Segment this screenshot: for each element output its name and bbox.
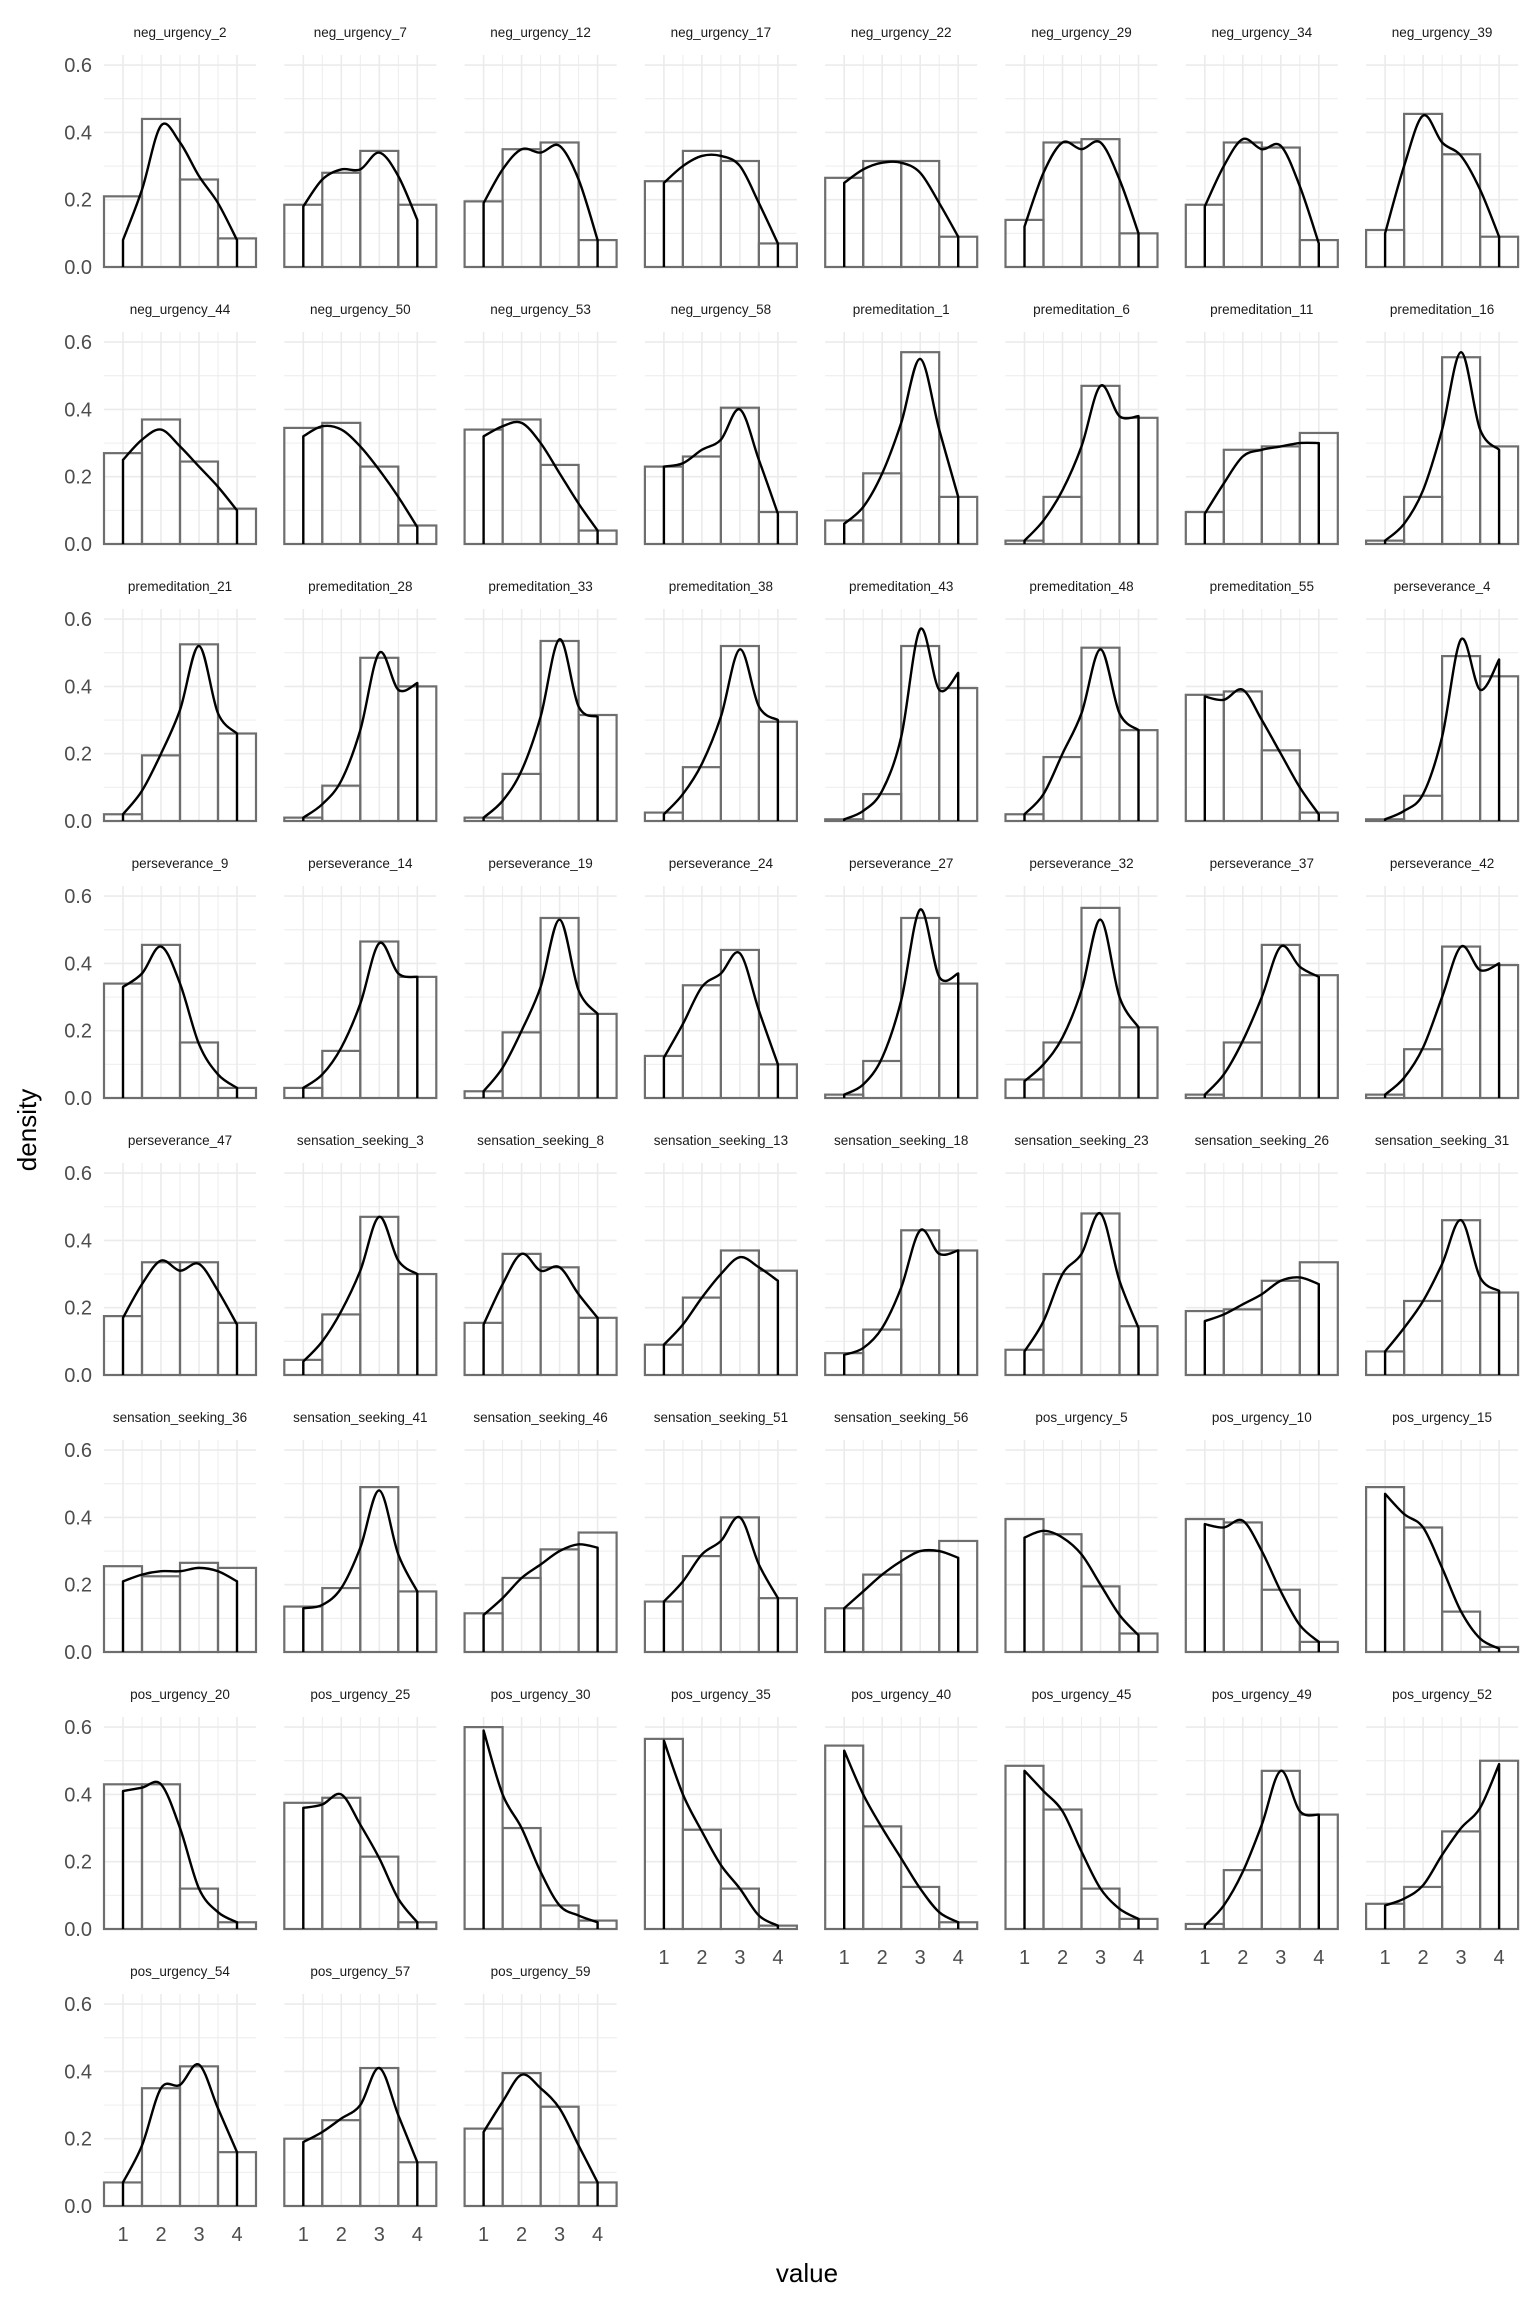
facet-panel: [64, 579, 256, 833]
facet-title: pos_urgency_5: [1035, 1410, 1128, 1425]
y-tick-label: 0.2: [64, 466, 92, 489]
facet-title: pos_urgency_10: [1211, 1410, 1312, 1425]
facet-panel: [825, 856, 977, 1098]
x-tick-label: 4: [411, 2224, 423, 2246]
facet-panel: [1006, 1410, 1158, 1652]
facet-panel: [465, 302, 617, 544]
facet-title: premeditation_1: [852, 302, 950, 317]
x-tick-label: 1: [838, 1947, 850, 1969]
facet-panel: [64, 25, 256, 279]
y-tick-label: 0.0: [64, 1365, 92, 1387]
facet-title: premeditation_38: [668, 579, 774, 594]
x-tick-label: 1: [1018, 1947, 1031, 1969]
facet-panel: [284, 302, 436, 544]
x-tick-label: 3: [734, 1947, 746, 1969]
facet-title: premeditation_43: [849, 579, 954, 594]
facet-title: premeditation_55: [1209, 579, 1314, 594]
facet-title: neg_urgency_53: [490, 302, 591, 317]
x-tick-label: 4: [952, 1947, 964, 1969]
y-tick-label: 0.4: [64, 676, 92, 699]
facet-title: sensation_seeking_18: [834, 1133, 969, 1148]
x-tick-label: 2: [876, 1947, 888, 1969]
y-tick-label: 0.0: [64, 1919, 92, 1941]
facet-panel: [1006, 579, 1158, 821]
facet-title: premeditation_28: [308, 579, 413, 594]
facet-title: perseverance_14: [308, 856, 413, 871]
y-tick-label: 0.4: [64, 1784, 92, 1807]
facet-panel: [284, 1687, 436, 1929]
facet-panel: [64, 856, 256, 1110]
facet-title: neg_urgency_7: [313, 25, 407, 40]
facet-title: pos_urgency_59: [490, 1964, 591, 1979]
facet-title: sensation_seeking_41: [293, 1410, 428, 1425]
facet-title: pos_urgency_40: [851, 1687, 952, 1702]
x-tick-label: 2: [1056, 1947, 1069, 1969]
y-tick-label: 0.2: [64, 1574, 92, 1597]
facet-title: perseverance_32: [1029, 856, 1134, 871]
facet-panel: [1366, 579, 1518, 821]
facet-title: pos_urgency_45: [1031, 1687, 1132, 1702]
facet-panel: [64, 1964, 256, 2246]
facet-panel: [1366, 1133, 1518, 1375]
facet-panel: [645, 1133, 797, 1375]
y-tick-label: 0.0: [64, 534, 92, 556]
x-tick-label: 2: [516, 2224, 528, 2246]
facet-panel: [1186, 579, 1338, 821]
facet-title: premeditation_11: [1210, 302, 1314, 317]
facet-panel: [1006, 856, 1158, 1098]
y-tick-label: 0.2: [64, 1020, 92, 1043]
y-tick-label: 0.4: [64, 1507, 92, 1530]
y-tick-label: 0.4: [64, 1230, 92, 1253]
facet-title: neg_urgency_17: [670, 25, 772, 40]
y-tick-label: 0.2: [64, 189, 92, 212]
x-tick-label: 4: [1493, 1947, 1505, 1969]
facet-panel: [465, 1410, 617, 1652]
facet-title: perseverance_42: [1389, 856, 1495, 871]
facet-title: perseverance_27: [849, 856, 954, 871]
x-axis-title: value: [775, 2258, 839, 2288]
facet-title: pos_urgency_25: [310, 1687, 411, 1702]
y-tick-label: 0.6: [64, 886, 92, 909]
x-tick-label: 4: [231, 2224, 243, 2246]
facet-title: pos_urgency_57: [310, 1964, 411, 1979]
facet-panel: [1186, 856, 1338, 1098]
y-tick-label: 0.2: [64, 743, 92, 766]
x-tick-label: 1: [117, 2224, 129, 2246]
y-tick-label: 0.6: [64, 332, 92, 355]
facet-panel: [1186, 1133, 1338, 1375]
facet-title: sensation_seeking_36: [112, 1410, 248, 1425]
y-tick-label: 0.0: [64, 257, 92, 279]
y-tick-label: 0.4: [64, 953, 92, 976]
facet-panel: [825, 302, 977, 544]
x-tick-label: 2: [155, 2224, 167, 2246]
facet-panel: [284, 1964, 436, 2246]
facet-title: pos_urgency_15: [1392, 1410, 1493, 1425]
x-tick-label: 4: [1313, 1947, 1325, 1969]
facet-title: neg_urgency_29: [1031, 25, 1132, 40]
facet-panel: [825, 1687, 977, 1969]
y-axis-title: density: [12, 1088, 42, 1172]
facet-title: neg_urgency_34: [1211, 25, 1313, 40]
x-tick-label: 2: [1237, 1947, 1249, 1969]
x-tick-label: 4: [1132, 1947, 1145, 1969]
facet-title: premeditation_33: [488, 579, 593, 594]
y-tick-label: 0.6: [64, 1994, 92, 2017]
facet-panel: [825, 579, 977, 821]
facet-title: perseverance_4: [1393, 579, 1491, 594]
facet-title: sensation_seeking_56: [834, 1410, 969, 1425]
facet-title: perseverance_37: [1209, 856, 1314, 871]
x-tick-label: 2: [1417, 1947, 1429, 1969]
facet-panel: [1186, 1410, 1338, 1652]
y-tick-label: 0.6: [64, 609, 92, 632]
facet-title: pos_urgency_52: [1392, 1687, 1493, 1702]
facet-panel: [645, 856, 797, 1098]
x-tick-label: 3: [373, 2224, 385, 2246]
x-tick-label: 3: [193, 2224, 205, 2246]
facet-panels: [64, 25, 1518, 2246]
facet-panel: [64, 302, 256, 556]
x-tick-label: 3: [1455, 1947, 1467, 1969]
x-tick-label: 1: [297, 2224, 309, 2246]
facet-title: neg_urgency_22: [850, 25, 952, 40]
facet-panel: [284, 1410, 436, 1652]
y-tick-label: 0.6: [64, 1163, 92, 1186]
facet-panel: [284, 856, 436, 1098]
x-tick-label: 3: [1275, 1947, 1287, 1969]
facet-panel: [64, 1133, 256, 1387]
facet-title: pos_urgency_54: [130, 1964, 230, 1979]
y-tick-label: 0.4: [64, 2061, 92, 2084]
x-tick-label: 4: [592, 2224, 604, 2246]
facet-title: premeditation_16: [1389, 302, 1495, 317]
x-tick-label: 4: [772, 1947, 784, 1969]
y-tick-label: 0.0: [64, 2196, 92, 2218]
y-tick-label: 0.6: [64, 1440, 92, 1463]
facet-title: pos_urgency_20: [130, 1687, 230, 1702]
facet-title: premeditation_6: [1033, 302, 1130, 317]
y-tick-label: 0.2: [64, 1297, 92, 1320]
facet-title: premeditation_21: [127, 579, 233, 594]
facet-title: sensation_seeking_46: [473, 1410, 608, 1425]
x-tick-label: 2: [696, 1947, 708, 1969]
facet-title: neg_urgency_50: [310, 302, 411, 317]
x-tick-label: 3: [1094, 1947, 1107, 1969]
facet-title: perseverance_19: [488, 856, 593, 871]
facet-panel: [465, 1964, 617, 2246]
facet-panel: [284, 1133, 436, 1375]
y-tick-label: 0.4: [64, 122, 92, 145]
facet-title: sensation_seeking_51: [653, 1410, 789, 1425]
facet-panel: [825, 1410, 977, 1652]
facet-title: sensation_seeking_31: [1374, 1133, 1510, 1148]
x-tick-label: 3: [554, 2224, 566, 2246]
facet-panel: [1006, 1133, 1158, 1375]
facet-panel: [645, 25, 797, 267]
x-tick-label: 3: [914, 1947, 926, 1969]
facet-panel: [1006, 302, 1158, 544]
y-tick-label: 0.2: [64, 1851, 92, 1874]
facet-panel: [465, 1687, 617, 1929]
facet-panel: [1186, 1687, 1338, 1969]
facet-title: neg_urgency_39: [1391, 25, 1493, 40]
facet-panel: [284, 579, 436, 821]
y-tick-label: 0.6: [64, 55, 92, 78]
facet-panel: [465, 1133, 617, 1375]
facet-panel: [64, 1410, 256, 1664]
facet-panel: [465, 579, 617, 821]
x-tick-label: 1: [1199, 1947, 1211, 1969]
facet-panel: [1366, 302, 1518, 544]
facet-title: pos_urgency_35: [670, 1687, 771, 1702]
facet-panel: [284, 25, 436, 267]
facet-title: sensation_seeking_3: [296, 1133, 424, 1148]
facet-title: neg_urgency_44: [129, 302, 231, 317]
facet-title: perseverance_47: [127, 1133, 233, 1148]
facet-title: sensation_seeking_23: [1014, 1133, 1149, 1148]
facet-panel: [1366, 25, 1518, 267]
y-tick-label: 0.4: [64, 399, 92, 422]
y-tick-label: 0.2: [64, 2128, 92, 2151]
facet-panel: [1366, 1410, 1518, 1652]
facet-panel: [825, 25, 977, 267]
facet-panel: [825, 1133, 977, 1375]
facet-title: perseverance_9: [131, 856, 229, 871]
facet-panel: [1186, 302, 1338, 544]
facet-panel: [1006, 25, 1158, 267]
facet-panel: [1366, 856, 1518, 1098]
facet-panel: [645, 1410, 797, 1652]
facet-title: sensation_seeking_13: [653, 1133, 789, 1148]
facet-title: pos_urgency_49: [1211, 1687, 1312, 1702]
x-tick-label: 1: [478, 2224, 490, 2246]
x-tick-label: 2: [335, 2224, 347, 2246]
facet-panel: [645, 1687, 797, 1969]
facet-title: neg_urgency_12: [490, 25, 591, 40]
facet-panel: [645, 302, 797, 544]
facet-panel: [465, 25, 617, 267]
facet-panel: [1186, 25, 1338, 267]
facet-title: neg_urgency_2: [133, 25, 227, 40]
facet-panel: [64, 1687, 256, 1941]
facet-title: neg_urgency_58: [670, 302, 772, 317]
facet-title: pos_urgency_30: [490, 1687, 591, 1702]
facet-title: sensation_seeking_8: [477, 1133, 605, 1148]
y-tick-label: 0.6: [64, 1717, 92, 1740]
y-tick-label: 0.0: [64, 811, 92, 833]
facet-title: perseverance_24: [668, 856, 774, 871]
facet-panel: [645, 579, 797, 821]
facet-title: premeditation_48: [1029, 579, 1134, 594]
facet-panel: [465, 856, 617, 1098]
facet-title: sensation_seeking_26: [1194, 1133, 1329, 1148]
y-tick-label: 0.0: [64, 1088, 92, 1110]
x-tick-label: 1: [1379, 1947, 1391, 1969]
facet-panel: [1006, 1687, 1158, 1969]
facet-panel: [1366, 1687, 1518, 1969]
y-tick-label: 0.0: [64, 1642, 92, 1664]
x-tick-label: 1: [658, 1947, 670, 1969]
